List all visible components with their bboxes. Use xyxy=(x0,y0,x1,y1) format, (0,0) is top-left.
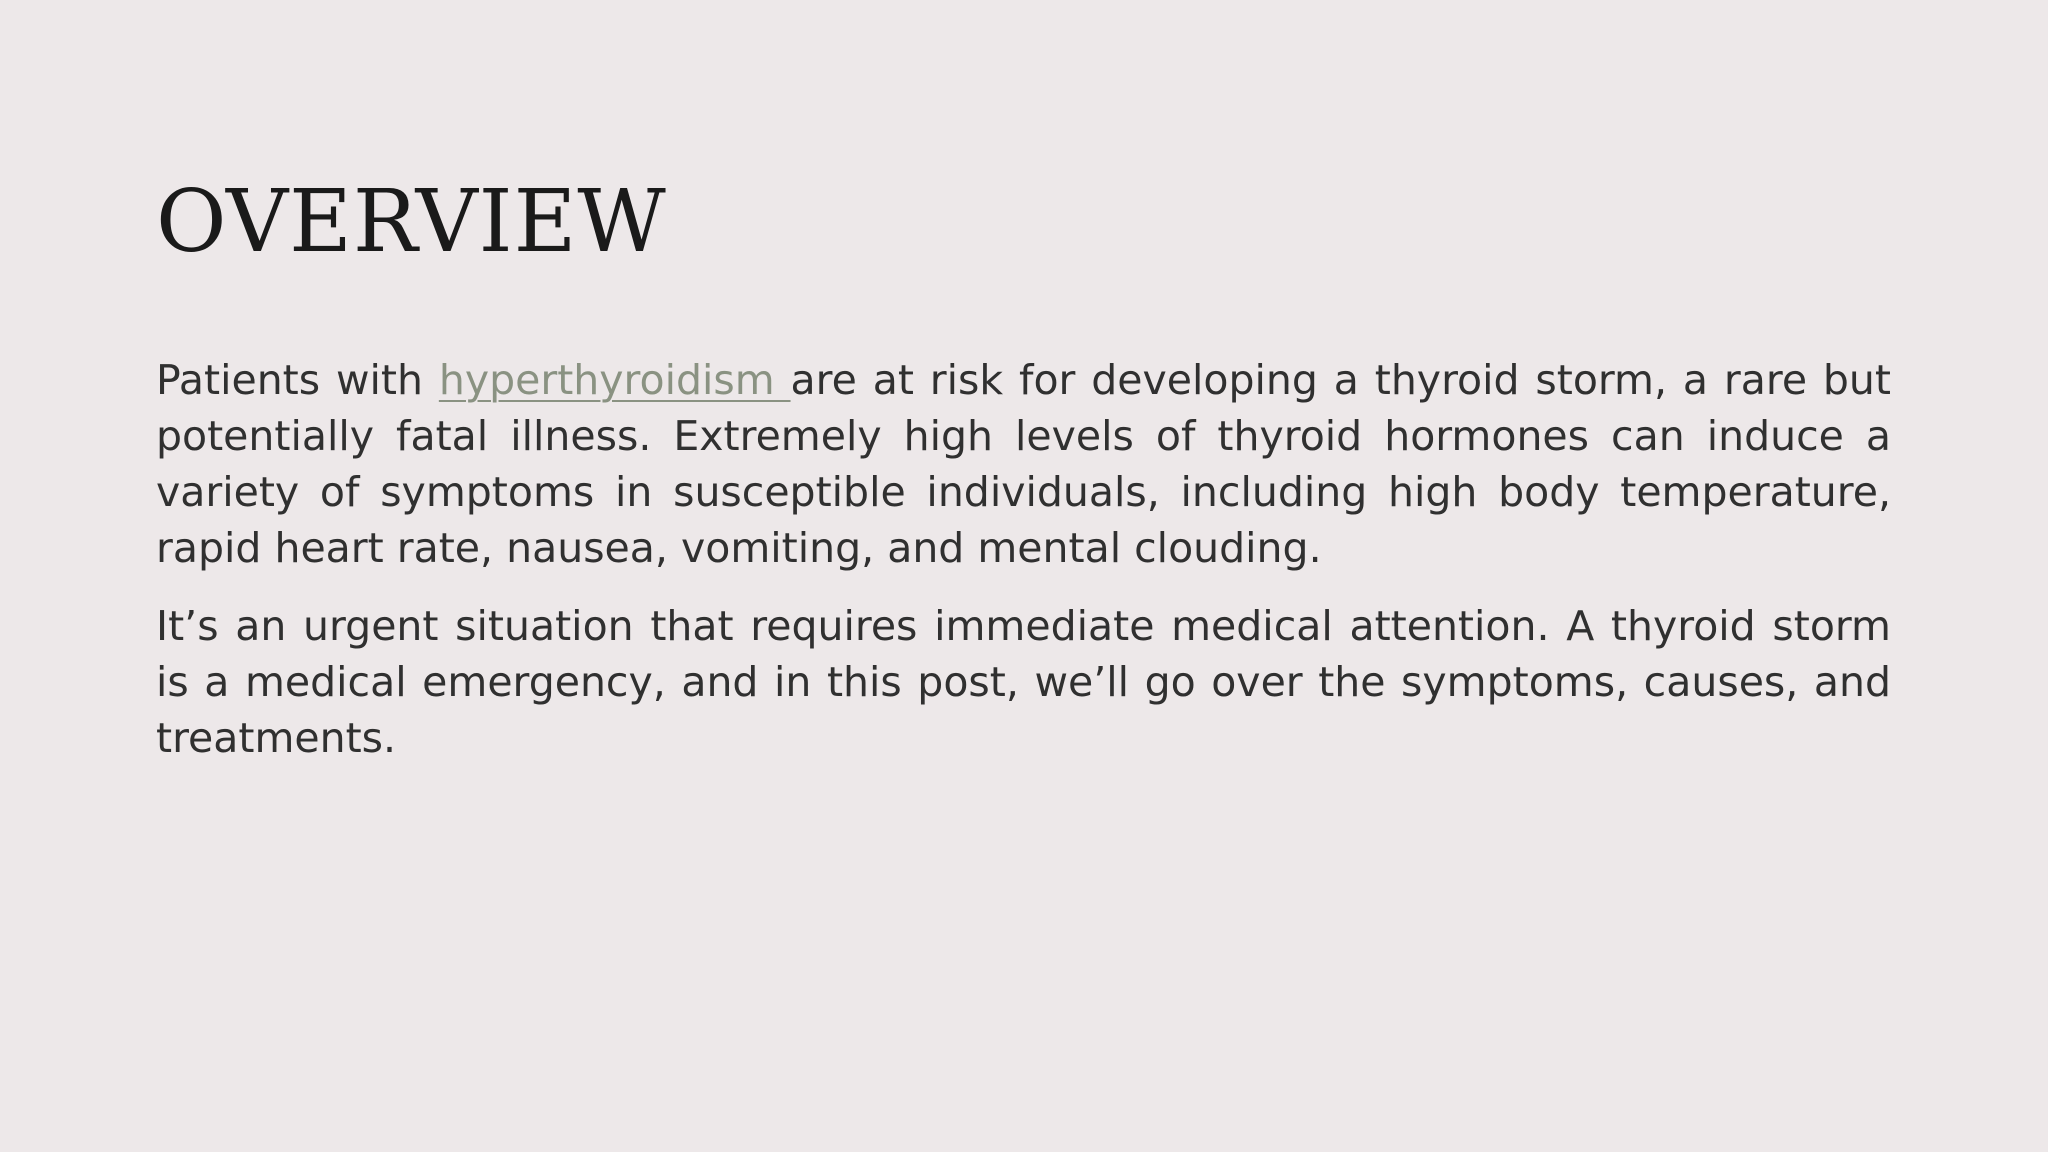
paragraph-intro xyxy=(156,352,1891,576)
hyperthyroidism-link[interactable]: hyperthyroidism xyxy=(438,356,791,404)
paragraph-intro-rest: are at risk for developing a thyroid storm, a rare but potentially fatal illness. Extremely high levels of thyroid hormones can induce a variety of symptoms in susceptible individuals, including high body temperature, rapid heart rate, nausea, vomiting, and mental clouding. xyxy=(156,356,1891,572)
paragraph-intro-lead: Patients with xyxy=(156,356,439,404)
slide-title: OVERVIEW xyxy=(156,172,667,272)
paragraph-urgency: It’s an urgent situation that requires immediate medical attention. A thyroid storm is a medical emergency, and in this post, we’ll go over the symptoms, causes, and treatments. xyxy=(156,602,1891,762)
body-text xyxy=(156,352,1891,788)
